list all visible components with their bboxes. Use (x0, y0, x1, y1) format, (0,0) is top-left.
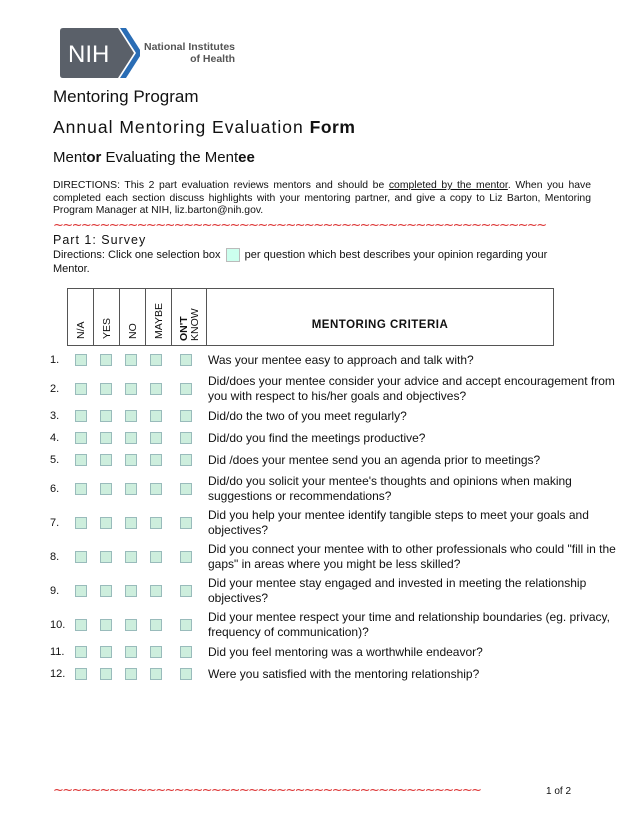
checkbox-no[interactable] (125, 432, 137, 444)
question-number: 1. (50, 354, 60, 366)
checkbox-maybe[interactable] (150, 551, 162, 563)
checkbox-dont-know[interactable] (180, 517, 192, 529)
question-number: 12. (50, 668, 66, 680)
question-row (50, 408, 620, 424)
question-number: 8. (50, 551, 60, 563)
divider-top: ~~~~~~~~~~~~~~~~~~~~~~~~~~~~~~~~~~~~~~~~~~~~~~~~~~~~~ (53, 218, 546, 232)
checkbox-dont-know[interactable] (180, 432, 192, 444)
question-text: Was your mentee easy to approach and talk with? (208, 352, 474, 367)
question-number: 2. (50, 383, 60, 395)
checkbox-yes[interactable] (100, 354, 112, 366)
checkbox-maybe[interactable] (150, 668, 162, 680)
question-text: Did you connect your mentee with to other professionals who could "fill in the gaps" in areas where you might be less skilled? (208, 542, 616, 571)
nih-abbr: NIH (68, 41, 110, 68)
checkbox-no[interactable] (125, 354, 137, 366)
question-number: 4. (50, 432, 60, 444)
answer-boxes (68, 619, 208, 631)
answer-boxes (68, 383, 208, 395)
question-number: 6. (50, 483, 60, 495)
answer-boxes (68, 410, 208, 422)
answer-boxes (68, 432, 208, 444)
col-na: N/A (68, 289, 94, 345)
question-number: 5. (50, 454, 60, 466)
checkbox-no[interactable] (125, 585, 137, 597)
checkbox-maybe[interactable] (150, 383, 162, 395)
checkbox-no[interactable] (125, 646, 137, 658)
checkbox-yes[interactable] (100, 619, 112, 631)
checkbox-na[interactable] (75, 517, 87, 529)
answer-boxes (68, 646, 208, 658)
question-number: 7. (50, 517, 60, 529)
checkbox-na[interactable] (75, 354, 87, 366)
col-maybe: MAYBE (146, 289, 172, 345)
checkbox-no[interactable] (125, 410, 137, 422)
answer-boxes (68, 354, 208, 366)
checkbox-dont-know[interactable] (180, 383, 192, 395)
checkbox-dont-know[interactable] (180, 410, 192, 422)
question-text: Did/do the two of you meet regularly? (208, 408, 407, 423)
selection-directions: Directions: Click one selection box per question which best describes your opinion regarding your Mentor. (53, 249, 548, 276)
answer-boxes (68, 551, 208, 563)
checkbox-maybe[interactable] (150, 432, 162, 444)
question-row (50, 430, 620, 446)
question-row (50, 644, 620, 660)
form-subtitle: Mentor Evaluating the Mentee (53, 149, 255, 166)
question-text: Did /does your mentee send you an agenda prior to meetings? (208, 452, 541, 467)
question-number: 10. (50, 619, 66, 631)
question-row (50, 576, 620, 606)
question-text: Did/does your mentee consider your advice and accept encouragement from you with respect to his/her goals and objectives? (208, 374, 615, 403)
checkbox-no[interactable] (125, 551, 137, 563)
checkbox-dont-know[interactable] (180, 551, 192, 563)
checkbox-dont-know[interactable] (180, 619, 192, 631)
checkbox-dont-know[interactable] (180, 454, 192, 466)
answer-boxes (68, 454, 208, 466)
checkbox-maybe[interactable] (150, 585, 162, 597)
question-text: Were you satisfied with the mentoring relationship? (208, 666, 480, 681)
checkbox-yes[interactable] (100, 432, 112, 444)
part-title: Part 1: Survey (53, 233, 147, 247)
checkbox-maybe[interactable] (150, 646, 162, 658)
checkbox-na[interactable] (75, 619, 87, 631)
divider-bottom: ~~~~~~~~~~~~~~~~~~~~~~~~~~~~~~~~~~~~~~~~~~~~~~ (53, 783, 481, 797)
checkbox-na[interactable] (75, 551, 87, 563)
checkbox-na[interactable] (75, 483, 87, 495)
question-text: Did your mentee respect your time and relationship boundaries (eg. privacy, frequency of communication)? (208, 610, 610, 639)
col-no: NO (120, 289, 146, 345)
question-row (50, 666, 620, 682)
checkbox-yes[interactable] (100, 410, 112, 422)
answer-boxes (68, 483, 208, 495)
checkbox-no[interactable] (125, 668, 137, 680)
question-number: 11. (50, 646, 65, 658)
checkbox-yes[interactable] (100, 551, 112, 563)
question-number: 9. (50, 585, 60, 597)
answer-boxes (68, 668, 208, 680)
checkbox-dont-know[interactable] (180, 483, 192, 495)
question-row (50, 508, 620, 538)
checkbox-yes[interactable] (100, 517, 112, 529)
checkbox-maybe[interactable] (150, 354, 162, 366)
checkbox-yes[interactable] (100, 454, 112, 466)
checkbox-na[interactable] (75, 668, 87, 680)
question-text: Did you help your mentee identify tangible steps to meet your goals and objectives? (208, 508, 589, 537)
checkbox-yes[interactable] (100, 483, 112, 495)
checkbox-na[interactable] (75, 383, 87, 395)
checkbox-no[interactable] (125, 483, 137, 495)
checkbox-no[interactable] (125, 383, 137, 395)
criteria-heading: MENTORING CRITERIA (311, 319, 449, 331)
completed-by-mentor: completed by the mentor (388, 180, 508, 191)
checkbox-dont-know[interactable] (180, 585, 192, 597)
question-text: Did/do you find the meetings productive? (208, 430, 426, 445)
checkbox-na[interactable] (75, 585, 87, 597)
checkbox-na[interactable] (75, 646, 87, 658)
checkbox-dont-know[interactable] (180, 646, 192, 658)
question-row (50, 610, 620, 640)
checkbox-maybe[interactable] (150, 619, 162, 631)
checkbox-maybe[interactable] (150, 483, 162, 495)
nih-logo (60, 28, 235, 78)
question-text: Did your mentee stay engaged and invested in meeting the relationship objectives? (208, 576, 587, 605)
checkbox-na[interactable] (75, 432, 87, 444)
question-row (50, 542, 620, 572)
checkbox-dont-know[interactable] (180, 668, 192, 680)
col-yes: YES (94, 289, 120, 345)
checkbox-maybe[interactable] (150, 517, 162, 529)
answer-boxes (68, 517, 208, 529)
question-text: Did/do you solicit your mentee's thoughts and opinions when making suggestions or recommendations? (208, 474, 572, 503)
question-text: Did you feel mentoring was a worthwhile endeavor? (208, 644, 483, 659)
question-row (50, 352, 620, 368)
program-title: Mentoring Program (53, 87, 199, 106)
sample-box-icon (226, 248, 240, 262)
checkbox-no[interactable] (125, 454, 137, 466)
directions-text: DIRECTIONS: This 2 part evaluation reviews mentors and should be completed by the mentor. When you have completed each section discuss highlights with your mentoring partner, and give a copy to Liz Barton, Mentoring Program Manager at NIH, liz.barton@nih.gov. (53, 180, 591, 216)
nih-logo-icon (60, 28, 140, 78)
checkbox-maybe[interactable] (150, 454, 162, 466)
criteria-table-header (67, 288, 554, 346)
checkbox-yes[interactable] (100, 585, 112, 597)
question-number: 3. (50, 410, 60, 422)
col-dont-know: ON'T KNOW (172, 289, 207, 345)
answer-boxes (68, 585, 208, 597)
checkbox-no[interactable] (125, 619, 137, 631)
page-number: 1 of 2 (546, 786, 572, 797)
question-row (50, 452, 620, 468)
checkbox-yes[interactable] (100, 668, 112, 680)
checkbox-no[interactable] (125, 517, 137, 529)
logo-line2: of Health (190, 53, 236, 65)
checkbox-dont-know[interactable] (180, 354, 192, 366)
checkbox-yes[interactable] (100, 383, 112, 395)
checkbox-yes[interactable] (100, 646, 112, 658)
form-title: Annual Mentoring Evaluation Form (53, 117, 356, 137)
question-row (50, 474, 620, 504)
logo-line1: National Institutes (144, 41, 236, 53)
checkbox-maybe[interactable] (150, 410, 162, 422)
checkbox-na[interactable] (75, 454, 87, 466)
question-row (50, 374, 620, 404)
checkbox-na[interactable] (75, 410, 87, 422)
question-list (50, 352, 620, 686)
